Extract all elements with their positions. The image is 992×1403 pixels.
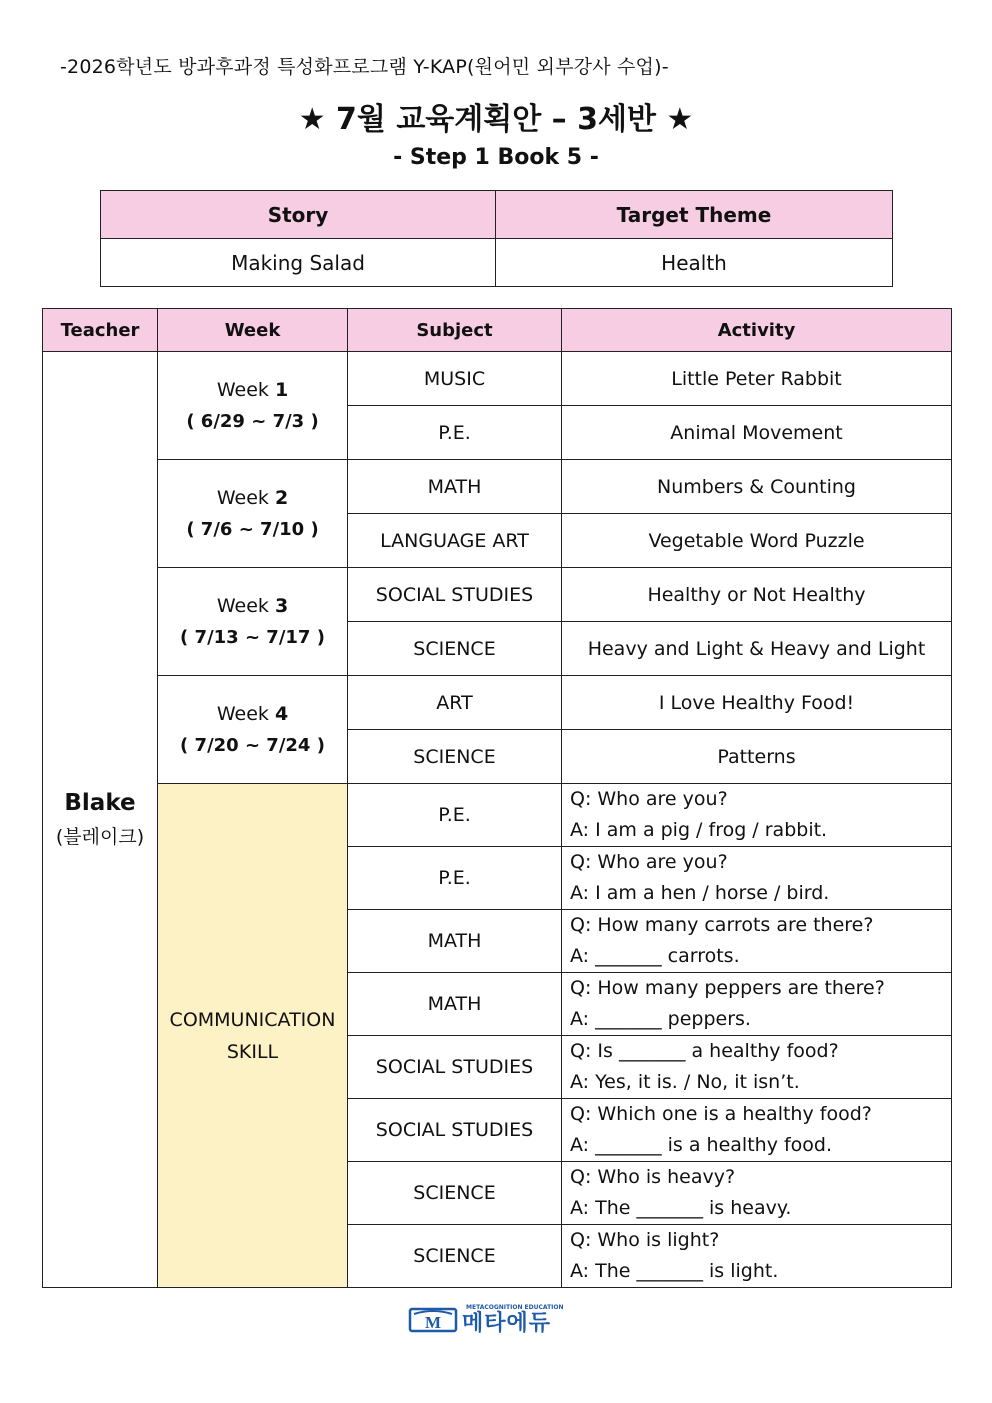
subject-cell: ART xyxy=(348,676,562,730)
story-value: Making Salad xyxy=(101,239,496,287)
subject-cell: SOCIAL STUDIES xyxy=(348,1099,562,1162)
story-header: Story xyxy=(101,191,496,239)
theme-header: Target Theme xyxy=(496,191,893,239)
qa-cell xyxy=(562,1225,952,1288)
logo-text: 메타에듀 xyxy=(462,1311,552,1336)
answer-text: A: _______ peppers. xyxy=(570,1008,751,1030)
subject-cell: SCIENCE xyxy=(348,1162,562,1225)
logo-tagline: METACOGNITION EDUCATION xyxy=(466,1304,564,1311)
table-row xyxy=(43,676,952,730)
week-range: ( 6/29 ~ 7/3 ) xyxy=(186,410,319,432)
qa-cell xyxy=(562,910,952,973)
qa-cell xyxy=(562,1099,952,1162)
activity-cell: I Love Healthy Food! xyxy=(562,676,952,730)
week-header: Week xyxy=(158,309,348,352)
subject-cell: LANGUAGE ART xyxy=(348,514,562,568)
qa-cell xyxy=(562,847,952,910)
page-subtitle: - Step 1 Book 5 - xyxy=(393,145,599,170)
week-number: 2 xyxy=(274,486,289,509)
week-label: Week xyxy=(216,594,269,617)
teacher-header: Teacher xyxy=(43,309,158,352)
question-text: Q: Is _______ a healthy food? xyxy=(570,1040,839,1062)
week-number: 4 xyxy=(274,702,289,725)
week-number: 3 xyxy=(274,594,289,617)
week-number: 1 xyxy=(274,378,289,401)
question-text: Q: How many carrots are there? xyxy=(570,914,874,936)
subject-cell: MATH xyxy=(348,973,562,1036)
question-text: Q: Which one is a healthy food? xyxy=(570,1103,872,1125)
week-cell xyxy=(158,568,348,676)
activity-cell: Animal Movement xyxy=(562,406,952,460)
week-range: ( 7/13 ~ 7/17 ) xyxy=(180,626,325,648)
table-row xyxy=(43,784,952,847)
qa-cell xyxy=(562,784,952,847)
skill-label: SKILL xyxy=(226,1040,279,1063)
subject-cell: MATH xyxy=(348,910,562,973)
theme-value: Health xyxy=(496,239,893,287)
activity-cell: Patterns xyxy=(562,730,952,784)
table-row xyxy=(43,460,952,514)
subject-cell: SOCIAL STUDIES xyxy=(348,1036,562,1099)
activity-cell: Healthy or Not Healthy xyxy=(562,568,952,622)
question-text: Q: How many peppers are there? xyxy=(570,977,885,999)
subject-cell: MUSIC xyxy=(348,352,562,406)
week-label: Week xyxy=(216,702,269,725)
answer-text: A: Yes, it is. / No, it isn’t. xyxy=(570,1071,800,1093)
logo-mark: M xyxy=(424,1313,442,1332)
subject-cell: SCIENCE xyxy=(348,1225,562,1288)
subject-cell: P.E. xyxy=(348,847,562,910)
question-text: Q: Who are you? xyxy=(570,851,728,873)
answer-text: A: I am a pig / frog / rabbit. xyxy=(570,819,828,841)
story-table xyxy=(100,190,893,287)
subject-header: Subject xyxy=(348,309,562,352)
subject-cell: SOCIAL STUDIES xyxy=(348,568,562,622)
table-row xyxy=(43,568,952,622)
page-title: ★ 7월 교육계획안 – 3세반 ★ xyxy=(298,102,694,137)
qa-cell xyxy=(562,1162,952,1225)
qa-cell xyxy=(562,1036,952,1099)
teacher-korean-name: (블레이크) xyxy=(55,825,145,848)
week-cell xyxy=(158,676,348,784)
subject-cell: P.E. xyxy=(348,406,562,460)
week-label: Week xyxy=(216,378,269,401)
week-cell xyxy=(158,352,348,460)
answer-text: A: _______ carrots. xyxy=(570,945,740,967)
teacher-name: Blake xyxy=(64,789,136,816)
question-text: Q: Who is light? xyxy=(570,1229,720,1251)
qa-cell xyxy=(562,973,952,1036)
week-range: ( 7/20 ~ 7/24 ) xyxy=(180,734,325,756)
plan-table xyxy=(42,308,952,1288)
top-note: -2026학년도 방과후과정 특성화프로그램 Y-KAP(원어민 외부강사 수업)- xyxy=(60,56,669,78)
table-row xyxy=(43,352,952,406)
question-text: Q: Who are you? xyxy=(570,788,728,810)
subject-cell: SCIENCE xyxy=(348,622,562,676)
answer-text: A: I am a hen / horse / bird. xyxy=(570,882,830,904)
activity-cell: Heavy and Light & Heavy and Light xyxy=(562,622,952,676)
teacher-cell xyxy=(43,352,158,1288)
subject-cell: MATH xyxy=(348,460,562,514)
activity-header: Activity xyxy=(562,309,952,352)
activity-cell: Vegetable Word Puzzle xyxy=(562,514,952,568)
subject-cell: P.E. xyxy=(348,784,562,847)
communication-skill-cell xyxy=(158,784,348,1288)
week-cell xyxy=(158,460,348,568)
activity-cell: Numbers & Counting xyxy=(562,460,952,514)
activity-cell: Little Peter Rabbit xyxy=(562,352,952,406)
communication-label: COMMUNICATION xyxy=(169,1008,336,1031)
question-text: Q: Who is heavy? xyxy=(570,1166,736,1188)
week-range: ( 7/6 ~ 7/10 ) xyxy=(186,518,319,540)
week-label: Week xyxy=(216,486,269,509)
subject-cell: SCIENCE xyxy=(348,730,562,784)
answer-text: A: The _______ is heavy. xyxy=(570,1197,792,1219)
answer-text: A: The _______ is light. xyxy=(570,1260,779,1282)
answer-text: A: _______ is a healthy food. xyxy=(570,1134,833,1156)
